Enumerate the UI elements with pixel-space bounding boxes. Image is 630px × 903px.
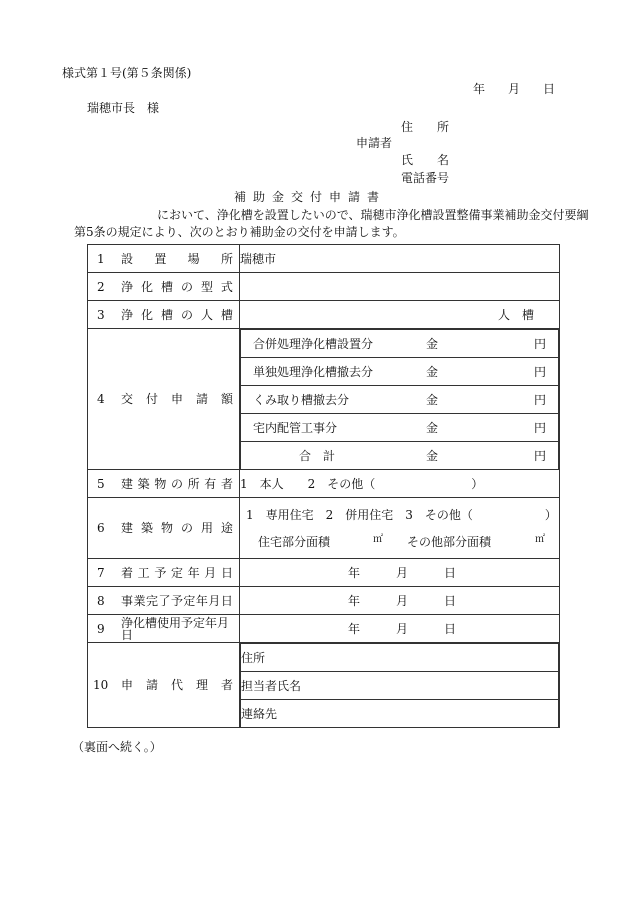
capacity-unit: 人 槽	[498, 307, 535, 322]
row-installation-site	[88, 245, 560, 273]
agent-label: 申 請 代 理 者	[121, 678, 233, 692]
row-number: 2	[97, 279, 105, 294]
applicant-address-label: 住 所	[401, 120, 450, 134]
installation-site-label: 設 置 場 所	[121, 251, 233, 266]
other-area-label: その他部分面積	[407, 535, 492, 549]
row-number: 8	[97, 593, 105, 608]
row-number: 4	[97, 392, 105, 406]
grant-item-label: 宅内配管工事分	[253, 420, 338, 435]
yen-label: 円	[534, 364, 547, 379]
row-grant-amount	[88, 329, 560, 470]
month-label: 月	[396, 621, 409, 636]
yen-label: 円	[534, 420, 547, 435]
tank-capacity-value[interactable]	[240, 301, 560, 329]
grant-item-label: 単独処理浄化槽撤去分	[253, 364, 374, 379]
row-number: 3	[97, 307, 105, 322]
kin-label: 金	[426, 448, 439, 463]
building-owner-label: 建 築 物 の 所 有 者	[121, 476, 233, 491]
row-number: 10	[93, 678, 109, 692]
applicant-phone-label: 電話番号	[401, 171, 450, 185]
housing-area-label: 住宅部分面積	[258, 535, 331, 549]
date-month-label: 月	[508, 82, 521, 96]
yen-label: 円	[534, 448, 547, 463]
yen-label: 円	[534, 336, 547, 351]
agent-details	[240, 643, 559, 727]
date-year-label: 年	[473, 82, 486, 96]
grant-total	[241, 442, 559, 470]
grant-item	[241, 386, 559, 414]
grant-item-label: くみ取り槽撤去分	[253, 392, 350, 407]
row-building-use	[88, 498, 560, 559]
row-construction-start-date	[88, 559, 560, 587]
applicant-name-label: 氏 名	[401, 153, 450, 167]
year-label: 年	[348, 565, 361, 580]
row-tank-model	[88, 273, 560, 301]
applicant-label: 申請者	[356, 136, 393, 150]
housing-area-unit: ㎡	[373, 534, 383, 545]
installation-site-value[interactable]: 瑞穂市	[240, 245, 560, 273]
row-usage-start-date	[88, 615, 560, 643]
agent-contact[interactable]: 連絡先	[241, 700, 559, 728]
grant-item	[241, 414, 559, 442]
row-tank-capacity	[88, 301, 560, 329]
completion-date-value[interactable]	[240, 587, 560, 615]
agent-address[interactable]: 住所	[241, 644, 559, 672]
row-agent	[88, 643, 560, 728]
grant-item	[241, 358, 559, 386]
intro-line-1: において、浄化槽を設置したいので、瑞穂市浄化槽設置整備事業補助金交付要綱	[157, 208, 589, 222]
row-building-owner	[88, 470, 560, 498]
row-number: 9	[97, 621, 105, 636]
row-number: 7	[97, 565, 105, 580]
tank-capacity-label: 浄 化 槽 の 人 槽	[121, 307, 233, 322]
row-number: 6	[97, 521, 105, 535]
addressee: 瑞穂市長 様	[87, 101, 160, 115]
construction-start-date-label: 着 工 予 定 年 月 日	[121, 565, 233, 580]
construction-start-date-value[interactable]	[240, 559, 560, 587]
grant-item-label: 合併処理浄化槽設置分	[253, 336, 374, 351]
day-label: 日	[444, 621, 457, 636]
usage-start-date-value[interactable]	[240, 615, 560, 643]
agent-person[interactable]: 担当者氏名	[241, 672, 559, 700]
other-area-unit: ㎡	[535, 534, 545, 545]
row-completion-date	[88, 587, 560, 615]
grant-item	[241, 330, 559, 358]
usage-start-date-label: 浄化槽使用予定年月日	[121, 615, 230, 642]
grant-amount-label: 交 付 申 請 額	[121, 392, 233, 406]
building-use-value[interactable]	[240, 498, 560, 559]
month-label: 月	[396, 593, 409, 608]
kin-label: 金	[426, 392, 439, 407]
application-table	[87, 244, 560, 728]
grant-total-label: 合 計	[299, 448, 336, 463]
month-label: 月	[396, 565, 409, 580]
footer-note: （裏面へ続く。）	[72, 740, 162, 754]
tank-model-value[interactable]	[240, 273, 560, 301]
year-label: 年	[348, 621, 361, 636]
date-day-label: 日	[543, 82, 556, 96]
kin-label: 金	[426, 420, 439, 435]
row-number: 5	[97, 476, 105, 491]
kin-label: 金	[426, 364, 439, 379]
day-label: 日	[444, 593, 457, 608]
completion-date-label: 事 業 完 了 予 定 年 月 日	[121, 593, 233, 608]
grant-breakdown	[240, 329, 559, 469]
form-number: 様式第１号(第５条関係)	[62, 66, 192, 80]
building-use-options: 1 専用住宅 2 併用住宅 3 その他（ ）	[246, 508, 557, 522]
row-number: 1	[97, 251, 105, 266]
building-owner-value[interactable]: 1 本人 2 その他（ ）	[240, 470, 560, 498]
kin-label: 金	[426, 336, 439, 351]
yen-label: 円	[534, 392, 547, 407]
year-label: 年	[348, 593, 361, 608]
document-title: 補助金交付申請書	[234, 190, 387, 204]
day-label: 日	[444, 565, 457, 580]
intro-line-2: 第5条の規定により、次のとおり補助金の交付を申請します。	[74, 225, 405, 239]
tank-model-label: 浄 化 槽 の 型 式	[121, 279, 233, 294]
building-use-label: 建 築 物 の 用 途	[121, 521, 233, 535]
